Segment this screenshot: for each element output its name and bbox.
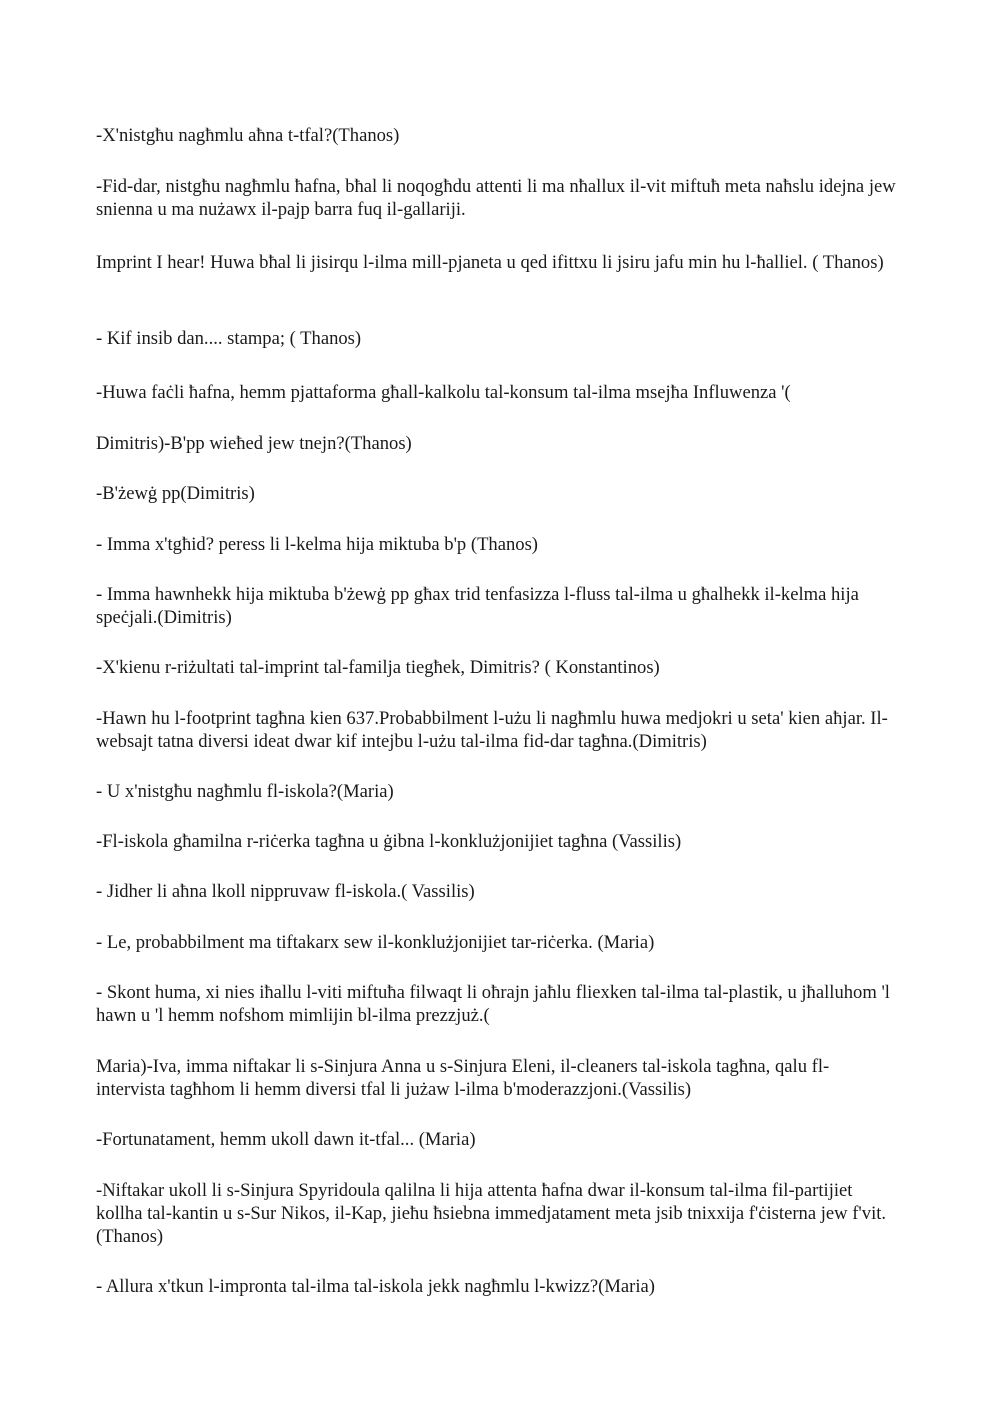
paragraph: -X'nistgħu nagħmlu aħna t-tfal?(Thanos) xyxy=(96,125,400,146)
paragraph: - Jidher li aħna lkoll nippruvaw fl-iskola.( Vassilis) xyxy=(96,881,475,902)
paragraph: - U x'nistgħu nagħmlu fl-iskola?(Maria) xyxy=(96,781,394,802)
paragraph: Dimitris)-B'pp wieħed jew tnejn?(Thanos) xyxy=(96,433,412,454)
paragraph: Imprint I hear! Huwa bħal li jisirqu l-ilma mill-pjaneta u qed ifittxu li jsiru jafu min hu l-ħalliel. ( Thanos) xyxy=(96,252,884,273)
paragraph: -B'żewġ pp(Dimitris) xyxy=(96,483,255,504)
paragraph: -Fid-dar, nistgħu nagħmlu ħafna, bħal li noqogħdu attenti li ma nħallux il-vit miftuħ meta naħslu idejna jew snienna u ma nużawx il-pajp barra fuq il-gallariji. xyxy=(96,176,896,220)
paragraph: - Allura x'tkun l-impronta tal-ilma tal-iskola jekk nagħmlu l-kwizz?(Maria) xyxy=(96,1276,655,1297)
paragraph: - Kif insib dan.... stampa; ( Thanos) xyxy=(96,328,362,349)
paragraph: -Niftakar ukoll li s-Sinjura Spyridoula qalilna li hija attenta ħafna dwar il-konsum tal-ilma fil-partijiet kollha tal-kantin u s-Sur Nikos, il-Kap, jieħu ħsiebna immedjatament meta jsib tnixxija f'ċisterna jew f'vit.(Thanos) xyxy=(96,1180,887,1247)
paragraph: - Imma hawnhekk hija miktuba b'żewġ pp għax trid tenfasizza l-fluss tal-ilma u għalhekk il-kelma hija speċjali.(Dimitris) xyxy=(96,584,859,628)
paragraph: Maria)-Iva, imma niftakar li s-Sinjura Anna u s-Sinjura Eleni, il-cleaners tal-iskola tagħna, qalu fl-intervista tagħhom li hemm diversi tfal li jużaw l-ilma b'moderazzjoni.(Vassilis) xyxy=(96,1056,830,1100)
paragraph: -Fortunatament, hemm ukoll dawn it-tfal... (Maria) xyxy=(96,1129,476,1150)
paragraph: -X'kienu r-riżultati tal-imprint tal-familja tiegħek, Dimitris? ( Konstantinos) xyxy=(96,657,660,678)
paragraph: - Skont huma, xi nies iħallu l-viti miftuħa filwaqt li oħrajn jaħlu fliexken tal-ilma tal-plastik, u jħalluhom 'l hawn u 'l hemm nofshom mimlijin bl-ilma prezzjuż.( xyxy=(96,982,890,1026)
paragraph: -Huwa faċli ħafna, hemm pjattaforma għall-kalkolu tal-konsum tal-ilma msejħa Influwenza '( xyxy=(96,382,791,403)
paragraph: - Imma x'tgħid? peress li l-kelma hija miktuba b'p (Thanos) xyxy=(96,534,538,555)
paragraph: -Fl-iskola għamilna r-riċerka tagħna u ġibna l-konklużjonijiet tagħna (Vassilis) xyxy=(96,831,682,852)
paragraph: -Hawn hu l-footprint tagħna kien 637.Probabbilment l-użu li nagħmlu huwa medjokri u seta' kien aħjar. Il-websajt tatna diversi ideat dwar kif intejbu l-użu tal-ilma fid-dar tagħna.(Dimitris) xyxy=(96,708,888,752)
paragraph: - Le, probabbilment ma tiftakarx sew il-konklużjonijiet tar-riċerka. (Maria) xyxy=(96,932,655,953)
